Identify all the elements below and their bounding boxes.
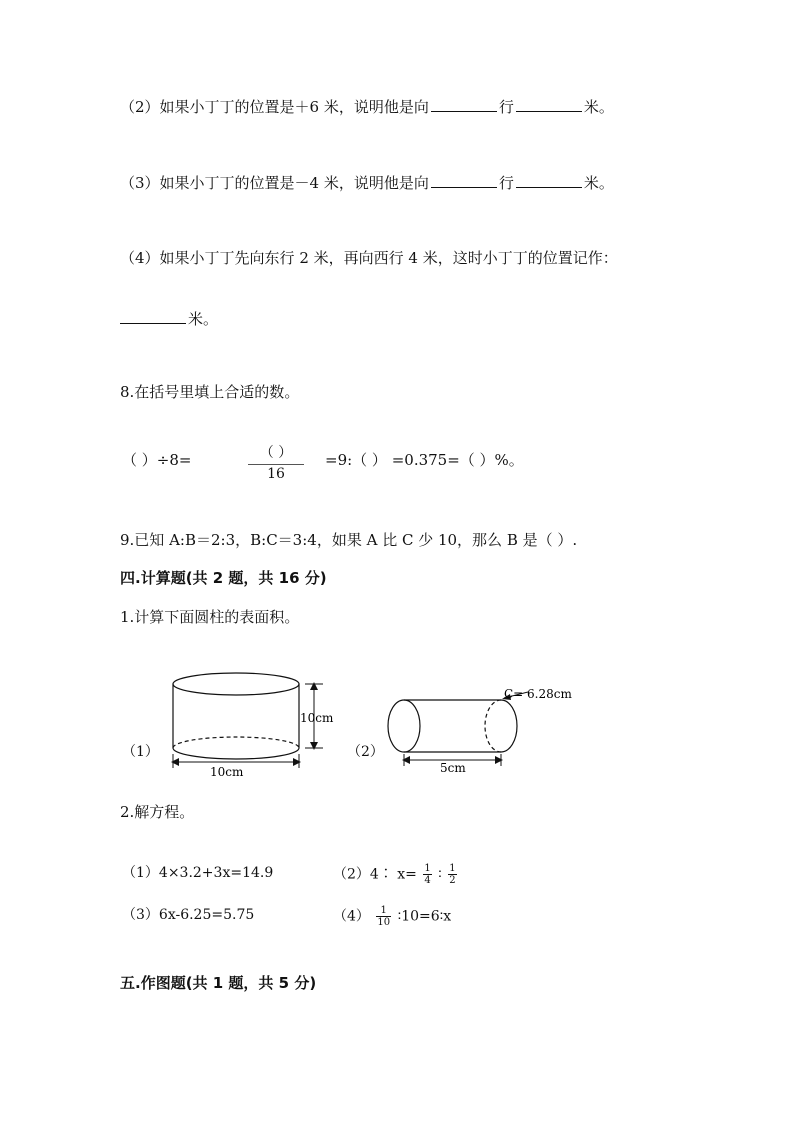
answer-blank[interactable] — [431, 173, 497, 188]
fraction: $\frac{1}{10}$ — [377, 905, 391, 928]
length-label: 5cm — [440, 761, 466, 775]
figure-label-2: （2） — [347, 744, 384, 760]
q8-title: 8.在括号里填上合适的数。 — [120, 383, 300, 401]
q8-part2: =9:（ ） =0.375=（ ）%。 — [325, 451, 524, 469]
equation-4: （4） $\frac{1}{10}$ ∶10=6∶x — [333, 905, 452, 928]
q8-part1: （ ）÷8= — [122, 451, 192, 469]
answer-blank[interactable] — [120, 309, 186, 324]
answer-blank[interactable] — [516, 173, 582, 188]
q9-text: 9.已知 A:B＝2:3，B:C＝3:4，如果 A 比 C 少 10，那么 B 是（ ）. — [120, 531, 578, 549]
q7-part4: （4）如果小丁丁先向东行 2 米，再向西行 4 米，这时小丁丁的位置记作： — [120, 249, 618, 267]
equation-3: （3）6x-6.25=5.75 — [122, 907, 255, 923]
q8-fraction: （ ） 16 — [248, 442, 304, 482]
q7-part4-answer: 米。 — [120, 309, 218, 329]
section4-title: 四.计算题(共 2 题，共 16 分) — [120, 569, 327, 587]
answer-blank[interactable] — [516, 97, 582, 112]
cylinder-horizontal — [388, 687, 572, 775]
circumference-label: C= 6.28cm — [504, 687, 572, 701]
height-label: 10cm — [300, 711, 334, 725]
cylinder-upright — [171, 673, 334, 778]
fraction: $\frac{1}{4}$ — [424, 863, 431, 886]
calc2-title: 2.解方程。 — [120, 803, 195, 821]
q7-part3: （3）如果小丁丁的位置是－4 米，说明他是向 行 米。 — [120, 174, 614, 192]
answer-blank[interactable] — [431, 97, 497, 112]
fraction: $\frac{1}{2}$ — [449, 863, 456, 886]
cylinder-figures — [0, 668, 794, 778]
equation-2: （2）4∶ x= $\frac{1}{4}$ ∶ $\frac{1}{2}$ — [333, 863, 456, 886]
section5-title: 五.作图题(共 1 题，共 5 分) — [120, 974, 317, 992]
diameter-label: 10cm — [210, 765, 244, 778]
equation-1: （1）4×3.2+3x=14.9 — [122, 865, 274, 881]
calc1-title: 1.计算下面圆柱的表面积。 — [120, 608, 300, 626]
q7-part2: （2）如果小丁丁的位置是＋6 米，说明他是向 行 米。 — [120, 98, 614, 116]
figure-label-1: （1） — [122, 744, 159, 760]
